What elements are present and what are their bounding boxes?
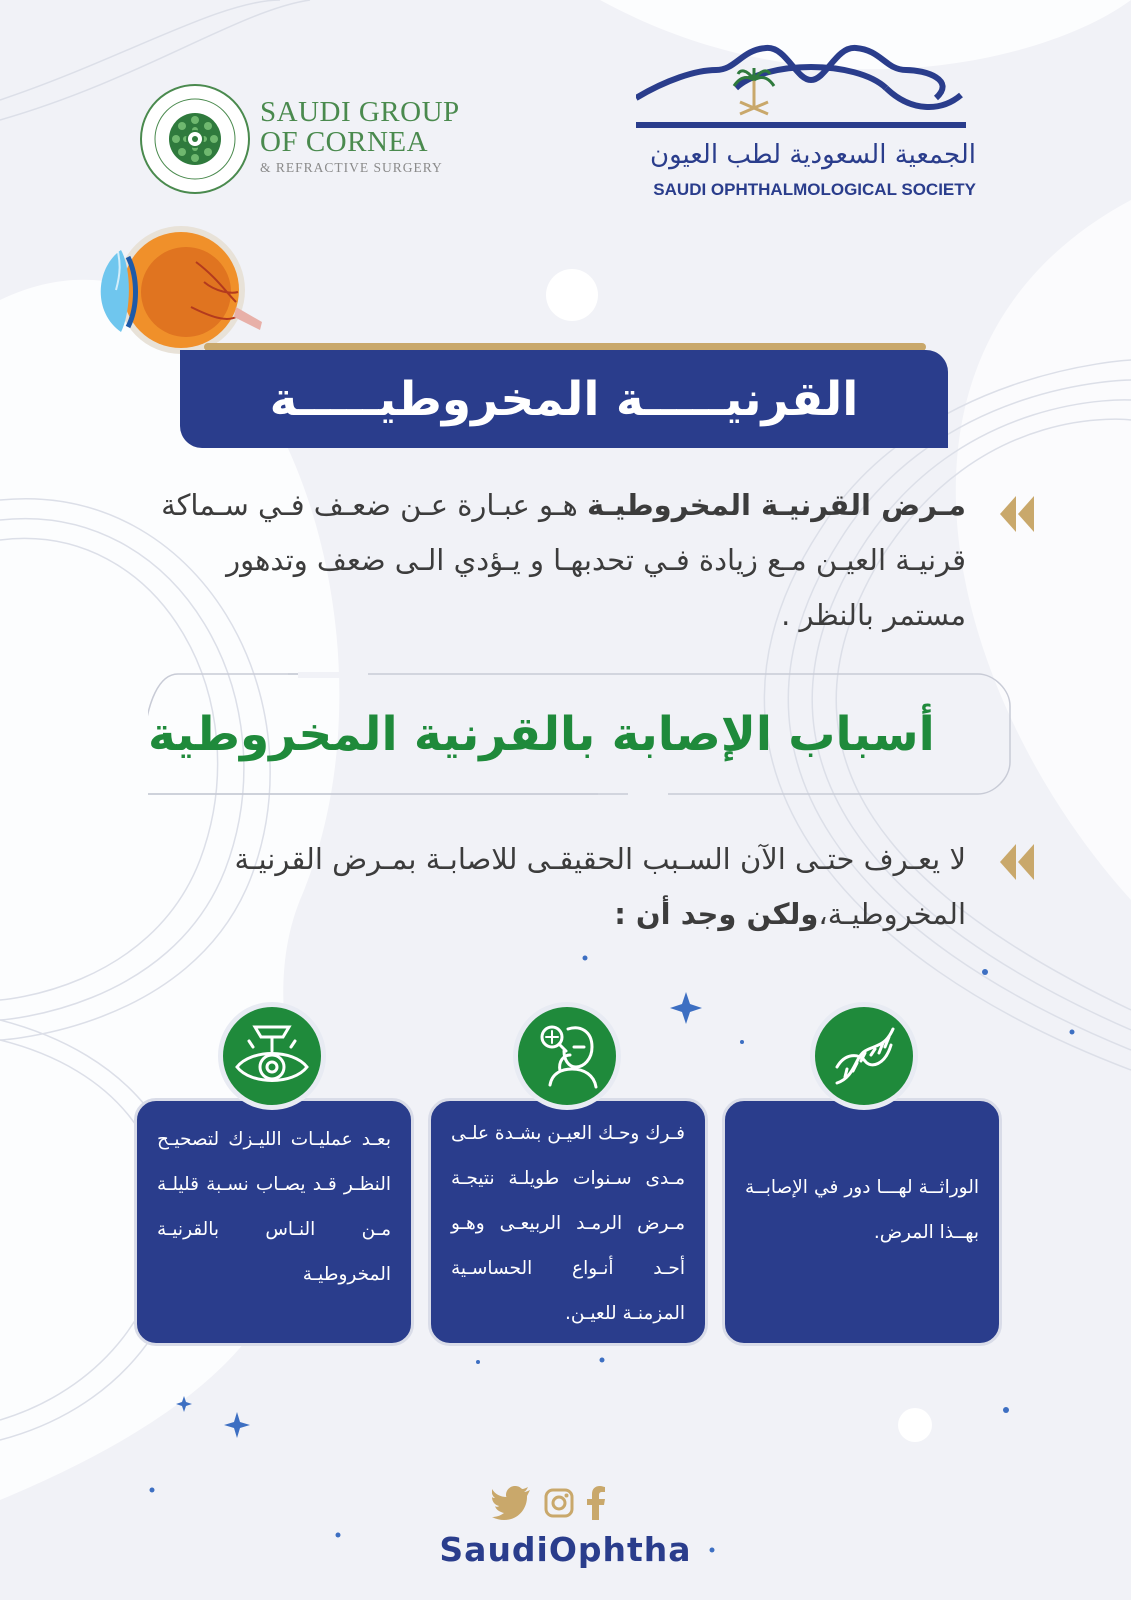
dna-circle (810, 1002, 918, 1110)
social-icons (486, 1484, 656, 1524)
chevron-left-icon (1000, 844, 1034, 880)
intro-paragraph (150, 478, 966, 643)
causes-intro-text: لا يعـرف حتـى الآن السـبب الحقيقـى للاصابـة بمـرض القرنيـة المخروطيـة، (234, 842, 966, 931)
social-handle[interactable]: SaudiOphtha (439, 1530, 692, 1569)
facebook-icon[interactable] (586, 1486, 606, 1520)
cornea-logo-line3: & REFRACTIVE SURGERY (260, 160, 443, 175)
intro-text: هـو عبـارة عـن ضعـف فـي سـماكة قرنيـة العيـن مـع زيادة فـي تحدبهـا و يـؤدي الـى ضعف وتدهور مستمر بالنظر . (161, 488, 966, 632)
laser-eye-icon (223, 1007, 321, 1105)
chevron-left-icon (1000, 496, 1034, 532)
page-title: القرنيـــــة المخروطيـــــة (269, 371, 859, 427)
eye-palm-emblem-icon (636, 40, 986, 140)
cause-card-lasik (134, 1098, 414, 1346)
cause-card-heredity (722, 1098, 1002, 1346)
laser-eye-circle (218, 1002, 326, 1110)
cornea-logo-line1: SAUDI GROUP (260, 96, 460, 128)
society-logo (636, 40, 986, 205)
society-english-name: SAUDI OPHTHALMOLOGICAL SOCIETY (653, 180, 976, 199)
intro-bold-term: مـرض القرنيـة المخروطيـة (587, 488, 966, 522)
cause-card-text: بعـد عمليـات الليـزك لتصحيـح النظـر قـد يصـاب نسـبة قليلـة مـن النـاس بالقرنيـة المخروطيـة (157, 1129, 391, 1285)
cornea-logo-line2: OF CORNEA (260, 126, 429, 158)
eye-rubbing-icon (518, 1007, 616, 1105)
causes-intro-bold: ولكن وجد أن : (614, 897, 819, 931)
cause-card-eye-rubbing (428, 1098, 708, 1346)
dna-icon (815, 1007, 913, 1105)
cause-card-text: فـرك وحـك العيـن بشـدة علـى مـدى سـنوات طويلـة نتيجـة مـرض الرمـد الربيعـى وهـو أحـد أنـواع الحساسـية المزمنـة للعيـن. (451, 1123, 685, 1324)
eye-rubbing-circle (513, 1002, 621, 1110)
causes-intro-paragraph (150, 832, 966, 942)
cornea-seal-icon (138, 82, 253, 197)
instagram-icon[interactable] (544, 1488, 574, 1518)
eye-anatomy-icon (86, 222, 266, 362)
cause-card-text: الوراثــة لهـــا دور في الإصابــة بهــذا المرض. (745, 1177, 979, 1243)
causes-heading: أسباب الإصابة بالقرنية المخروطية (148, 706, 935, 762)
twitter-icon[interactable] (492, 1486, 532, 1520)
society-arabic-name: الجمعية السعودية لطب العيون (650, 140, 976, 170)
cornea-group-logo (138, 82, 483, 197)
